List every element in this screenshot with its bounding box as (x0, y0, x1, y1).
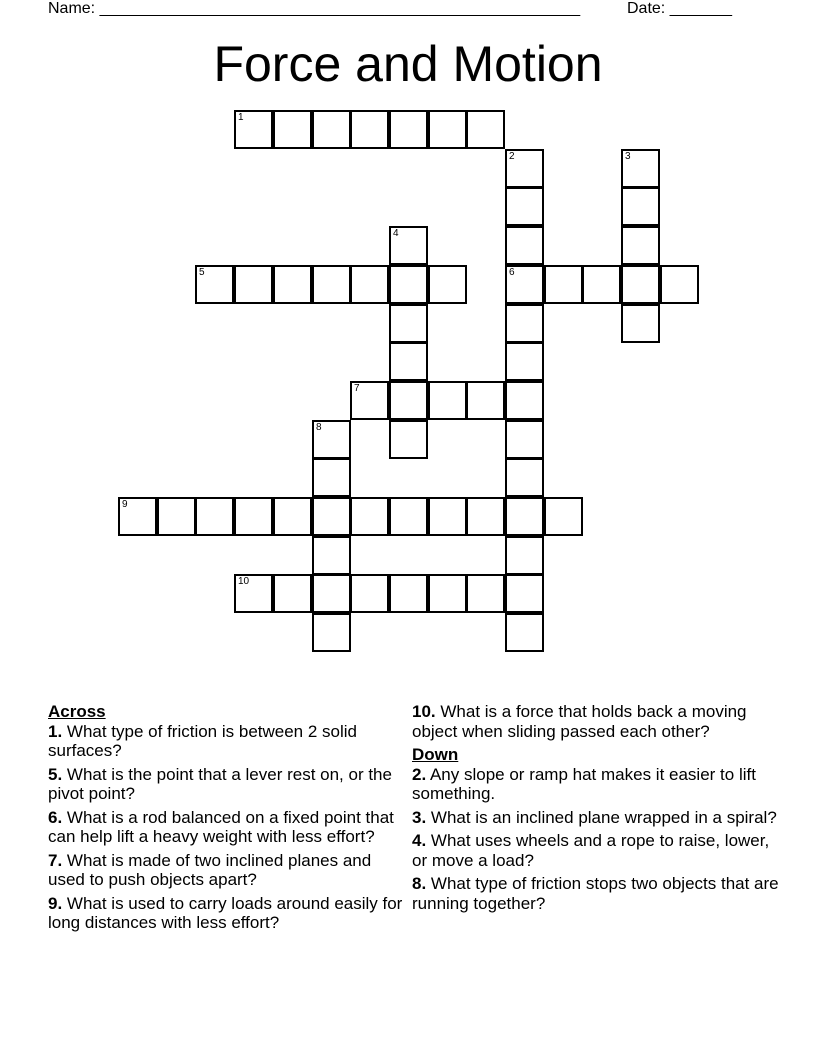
clue-number-label: 4 (393, 228, 399, 239)
clue-text: What is used to carry loads around easily for long distances with less effort? (48, 893, 403, 932)
grid-cell[interactable] (466, 110, 505, 149)
grid-cell[interactable] (312, 420, 351, 459)
clue-number: 5. (48, 764, 63, 784)
clue-number: 4. (412, 831, 427, 850)
clue-number: 1. (48, 721, 63, 741)
grid-cell[interactable] (428, 265, 467, 304)
grid-cell[interactable] (428, 110, 467, 149)
date-field-label: Date: _______ (627, 0, 732, 17)
grid-cell[interactable] (350, 381, 389, 420)
grid-cell[interactable] (389, 304, 428, 343)
clue-text: What is a force that holds back a moving object when sliding passed each other? (412, 702, 747, 741)
grid-cell[interactable] (466, 381, 505, 420)
clue-text: What type of friction is between 2 solid surfaces? (48, 721, 357, 760)
clue-number-label: 7 (354, 383, 360, 394)
grid-cell[interactable] (621, 187, 660, 226)
grid-cell[interactable] (505, 613, 544, 652)
down-clue-list (412, 765, 782, 914)
grid-cell[interactable] (350, 110, 389, 149)
grid-cell[interactable] (195, 497, 234, 536)
clue-item (412, 874, 782, 913)
clue-number-label: 8 (316, 422, 322, 433)
clue-number-label: 9 (122, 499, 128, 510)
grid-cell[interactable] (582, 265, 621, 304)
name-field-label: Name: ______________________________________________________ (48, 0, 581, 17)
clue-number: 6. (48, 807, 63, 827)
grid-cell[interactable] (312, 497, 351, 536)
clue-text: Any slope or ramp hat makes it easier to lift something. (412, 764, 756, 803)
grid-cell[interactable] (234, 110, 273, 149)
grid-cell[interactable] (505, 342, 544, 381)
grid-cell[interactable] (505, 536, 544, 575)
grid-cell[interactable] (234, 265, 273, 304)
grid-cell[interactable] (621, 304, 660, 343)
clue-item (48, 722, 408, 761)
clue-number: 7. (48, 850, 63, 870)
clue-text: What is made of two inclined planes and used to push objects apart? (48, 850, 372, 889)
clue-number-label: 10 (238, 576, 250, 587)
clue-number: 2. (412, 764, 427, 784)
grid-cell[interactable] (312, 536, 351, 575)
grid-cell[interactable] (350, 497, 389, 536)
clue-item (48, 894, 408, 933)
clue-item (48, 808, 408, 847)
grid-cell[interactable] (389, 110, 428, 149)
grid-cell[interactable] (273, 110, 312, 149)
grid-cell[interactable] (273, 265, 312, 304)
grid-cell[interactable] (544, 265, 583, 304)
down-heading: Down (412, 745, 459, 764)
clue-number: 10. (412, 702, 436, 721)
clue-item (412, 702, 782, 741)
grid-cell[interactable] (312, 265, 351, 304)
grid-cell[interactable] (273, 497, 312, 536)
grid-cell[interactable] (389, 574, 428, 613)
grid-cell[interactable] (466, 497, 505, 536)
grid-cell[interactable] (389, 226, 428, 265)
clues-right-column (412, 702, 782, 917)
grid-cell[interactable] (660, 265, 699, 304)
clue-number-label: 3 (625, 151, 631, 162)
grid-cell[interactable] (505, 226, 544, 265)
clue-number: 3. (412, 807, 427, 827)
clue-text: What is an inclined plane wrapped in a spiral? (426, 807, 777, 827)
clue-number-label: 2 (509, 151, 515, 162)
grid-cell[interactable] (621, 149, 660, 188)
grid-cell[interactable] (621, 226, 660, 265)
grid-cell[interactable] (157, 497, 196, 536)
grid-cell[interactable] (428, 381, 467, 420)
grid-cell[interactable] (428, 574, 467, 613)
grid-cell[interactable] (389, 265, 428, 304)
grid-cell[interactable] (389, 497, 428, 536)
clue-item (48, 765, 408, 804)
grid-cell[interactable] (350, 265, 389, 304)
grid-cell[interactable] (389, 342, 428, 381)
grid-cell[interactable] (505, 458, 544, 497)
clue-number-label: 1 (238, 112, 244, 123)
grid-cell[interactable] (466, 574, 505, 613)
grid-cell[interactable] (273, 574, 312, 613)
clue-number-label: 5 (199, 267, 205, 278)
clue-text: What type of friction stops two objects that are running together? (412, 874, 779, 913)
clue-item (412, 765, 782, 804)
page-title: Force and Motion (213, 36, 603, 92)
clue-text: What is the point that a lever rest on, or the pivot point? (48, 764, 392, 803)
across-clue-list (48, 722, 408, 933)
across-heading: Across (48, 702, 106, 721)
across-clue-list-continued (412, 702, 782, 741)
grid-cell[interactable] (195, 265, 234, 304)
grid-cell[interactable] (505, 497, 544, 536)
grid-cell[interactable] (312, 110, 351, 149)
grid-cell[interactable] (234, 574, 273, 613)
clue-item (412, 831, 782, 870)
grid-cell[interactable] (312, 574, 351, 613)
grid-cell[interactable] (350, 574, 389, 613)
grid-cell[interactable] (505, 381, 544, 420)
grid-cell[interactable] (505, 265, 544, 304)
grid-cell[interactable] (312, 458, 351, 497)
grid-cell[interactable] (505, 304, 544, 343)
grid-cell[interactable] (544, 497, 583, 536)
clue-number-label: 6 (509, 267, 515, 278)
grid-cell[interactable] (389, 420, 428, 459)
grid-cell[interactable] (118, 497, 157, 536)
grid-cell[interactable] (312, 613, 351, 652)
clue-text: What is a rod balanced on a fixed point that can help lift a heavy weight with less effort? (48, 807, 394, 846)
grid-cell[interactable] (428, 497, 467, 536)
clue-number: 8. (412, 874, 427, 893)
clues-left-column (48, 702, 408, 937)
grid-cell[interactable] (234, 497, 273, 536)
grid-cell[interactable] (505, 420, 544, 459)
clue-text: What uses wheels and a rope to raise, lower, or move a load? (412, 831, 770, 870)
clue-number: 9. (48, 893, 63, 913)
grid-cell[interactable] (621, 265, 660, 304)
grid-cell[interactable] (505, 574, 544, 613)
grid-cell[interactable] (505, 187, 544, 226)
clue-item (48, 851, 408, 890)
grid-cell[interactable] (505, 149, 544, 188)
clue-item (412, 808, 782, 828)
grid-cell[interactable] (389, 381, 428, 420)
